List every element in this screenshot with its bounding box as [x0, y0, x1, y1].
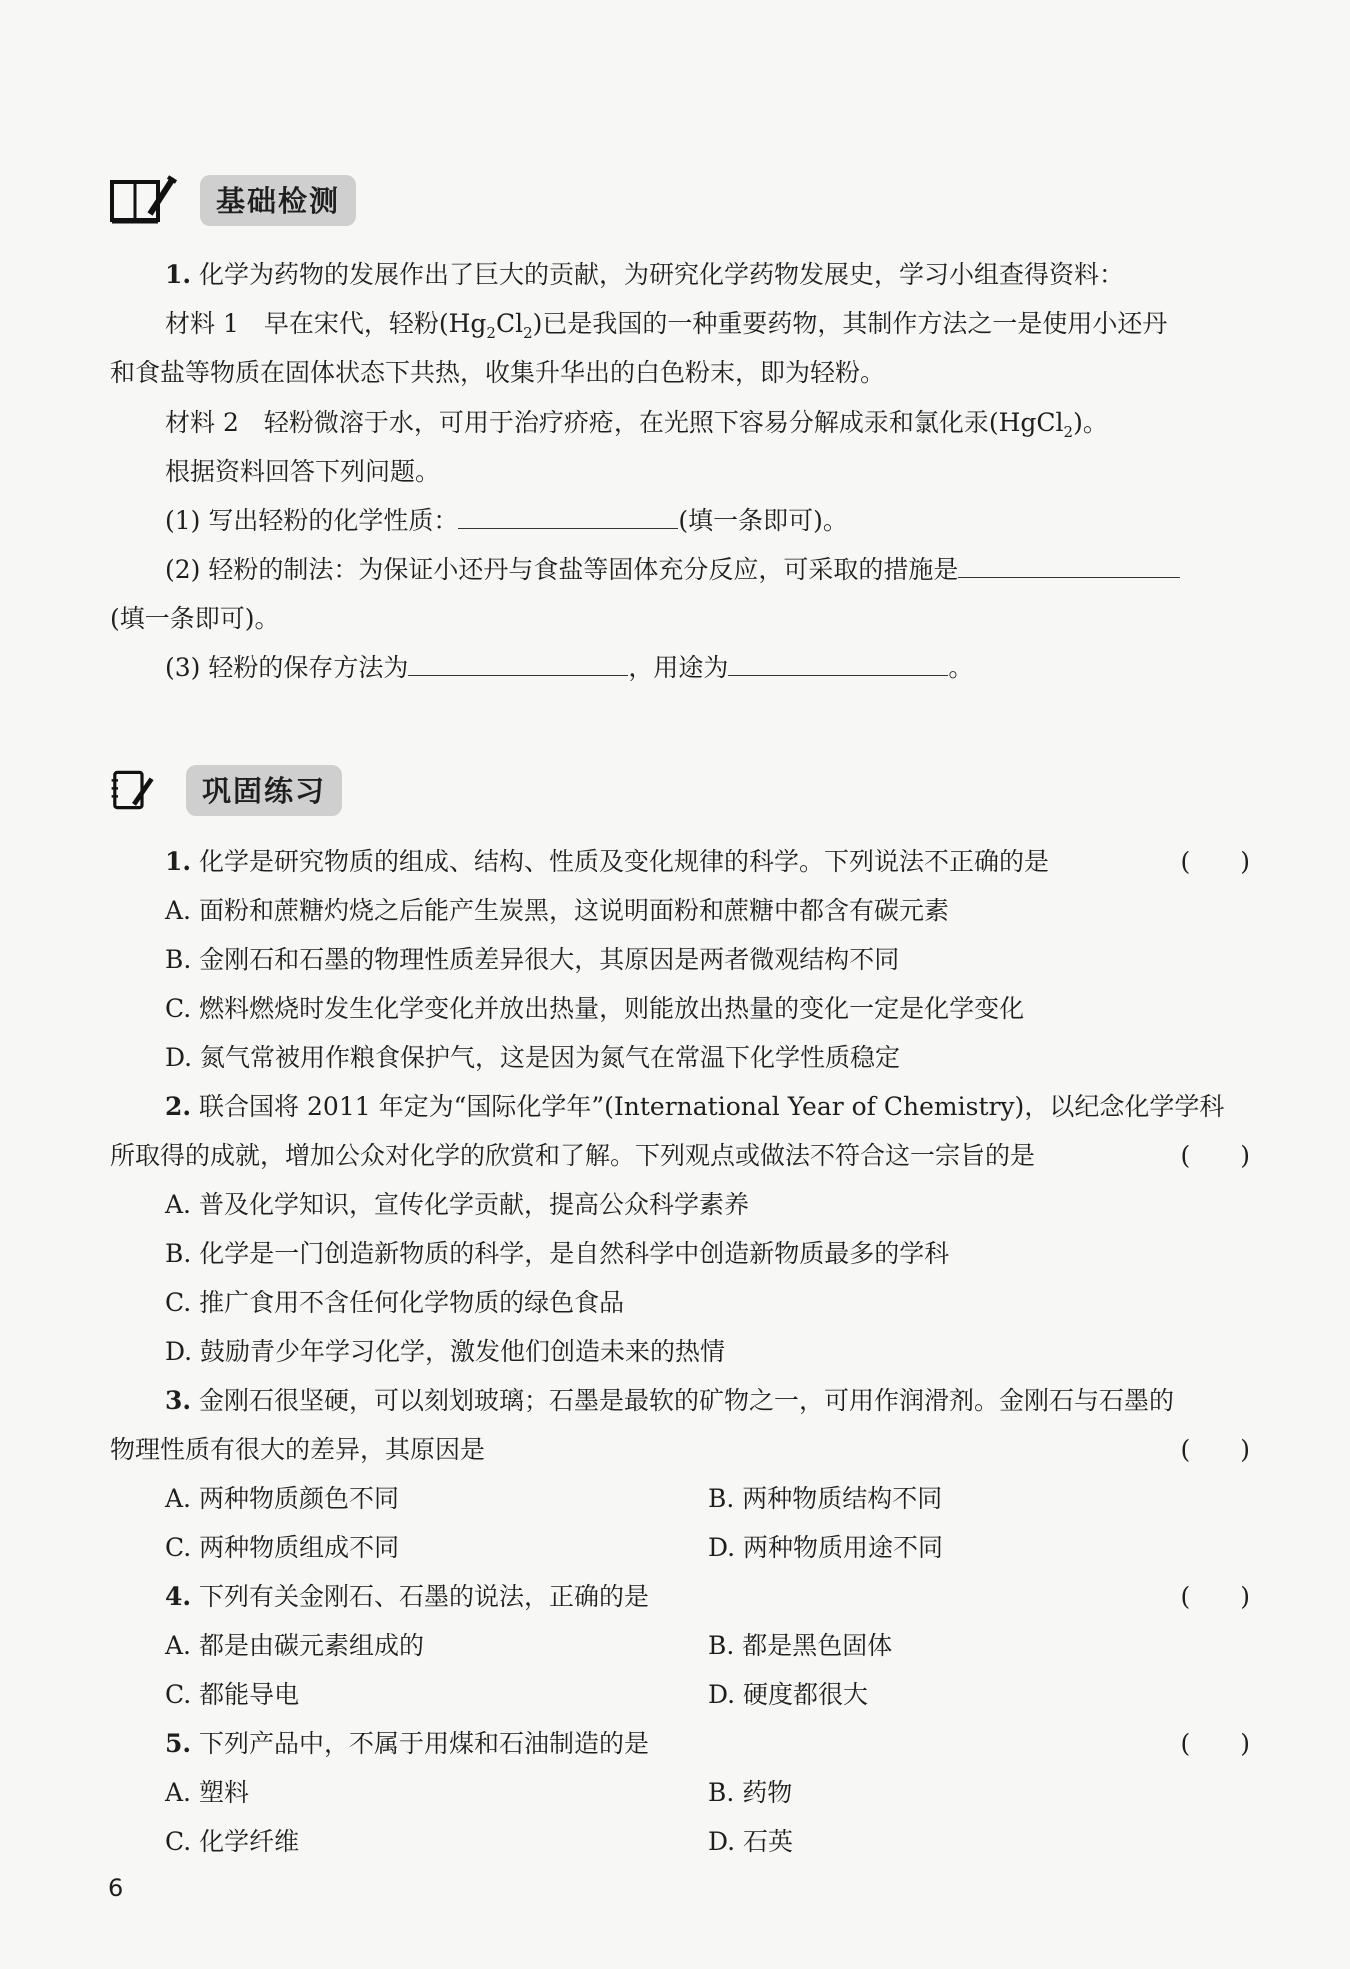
question-3-option-a[interactable]: A. 两种物质颜色不同: [165, 1484, 399, 1513]
material-1-line-2: 和食盐等物质在固体状态下共热，收集升华出的白色粉末，即为轻粉。: [110, 358, 886, 387]
section-title: 巩固练习: [186, 765, 342, 816]
question-stem: 1. 化学为药物的发展作出了巨大的贡献，为研究化学药物发展史，学习小组查得资料：: [165, 260, 1125, 289]
answer-paren[interactable]: ( ): [1180, 1582, 1250, 1611]
question-2-option-d[interactable]: D. 鼓励青少年学习化学，激发他们创造未来的热情: [165, 1337, 726, 1366]
question-2-option-a[interactable]: A. 普及化学知识，宣传化学贡献，提高公众科学素养: [165, 1190, 749, 1219]
question-4-option-a[interactable]: A. 都是由碳元素组成的: [165, 1631, 424, 1660]
instruction: 根据资料回答下列问题。: [165, 457, 441, 486]
material-1-line-1: 材料 1 早在宋代，轻粉$(Hg_2Cl_2)$已是我国的一种重要药物，其制作方法之一是使用小还丹: [165, 309, 1168, 342]
section-header-basic-test: [110, 174, 356, 226]
question-5-option-c[interactable]: C. 化学纤维: [165, 1827, 300, 1856]
question-3-option-b[interactable]: B. 两种物质结构不同: [708, 1484, 943, 1513]
notebook-pen-icon: [110, 764, 166, 816]
question-5-option-b[interactable]: B. 药物: [708, 1778, 793, 1807]
answer-paren[interactable]: ( ): [1180, 1435, 1250, 1464]
material-2: 材料 2 轻粉微溶于水，可用于治疗疥疮，在光照下容易分解成汞和氯化汞(HgCl$_2$)。: [165, 408, 1108, 441]
question-2-option-b[interactable]: B. 化学是一门创造新物质的科学，是自然科学中创造新物质最多的学科: [165, 1239, 950, 1268]
answer-blank[interactable]: [458, 504, 678, 529]
question-4-option-d[interactable]: D. 硬度都很大: [708, 1680, 869, 1709]
sub-question-2-cont: (填一条即可)。: [110, 604, 280, 633]
question-1-option-b[interactable]: B. 金刚石和石墨的物理性质差异很大，其原因是两者微观结构不同: [165, 945, 900, 974]
section-header-practice: [110, 764, 342, 816]
question-3-option-d[interactable]: D. 两种物质用途不同: [708, 1533, 944, 1562]
question-5-stem: 5. 下列产品中，不属于用煤和石油制造的是: [165, 1729, 650, 1758]
sub-question-3: (3) 轻粉的保存方法为 ，用途为 。: [165, 653, 974, 682]
answer-blank[interactable]: [408, 651, 628, 676]
question-3-stem-1: 3. 金刚石很坚硬，可以刻划玻璃；石墨是最软的矿物之一，可用作润滑剂。金刚石与石墨的: [165, 1386, 1175, 1415]
answer-paren[interactable]: ( ): [1180, 1141, 1250, 1170]
sub-question-2: (2) 轻粉的制法：为保证小还丹与食盐等固体充分反应，可采取的措施是: [165, 553, 1180, 587]
question-4-stem: 4. 下列有关金刚石、石墨的说法，正确的是: [165, 1582, 650, 1611]
question-4-option-c[interactable]: C. 都能导电: [165, 1680, 300, 1709]
question-1-option-a[interactable]: A. 面粉和蔗糖灼烧之后能产生炭黑，这说明面粉和蔗糖中都含有碳元素: [165, 896, 949, 925]
question-1-option-d[interactable]: D. 氮气常被用作粮食保护气，这是因为氮气在常温下化学性质稳定: [165, 1043, 901, 1072]
question-2-option-c[interactable]: C. 推广食用不含任何化学物质的绿色食品: [165, 1288, 625, 1317]
question-1-option-c[interactable]: C. 燃料燃烧时发生化学变化并放出热量，则能放出热量的变化一定是化学变化: [165, 994, 1025, 1023]
sub-question-1: (1) 写出轻粉的化学性质： (填一条即可)。: [165, 506, 848, 535]
book-pencil-icon: [110, 174, 180, 226]
section-title: 基础检测: [200, 175, 356, 226]
question-4-option-b[interactable]: B. 都是黑色固体: [708, 1631, 893, 1660]
answer-paren[interactable]: ( ): [1180, 847, 1250, 876]
page-number: 6: [108, 1874, 124, 1902]
answer-blank[interactable]: [728, 651, 948, 676]
question-5-option-d[interactable]: D. 石英: [708, 1827, 794, 1856]
question-2-stem-1: 2. 联合国将 2011 年定为“国际化学年”(International Year of Chemistry)，以纪念化学学科: [165, 1092, 1225, 1121]
answer-paren[interactable]: ( ): [1180, 1729, 1250, 1758]
question-2-stem-2: 所取得的成就，增加公众对化学的欣赏和了解。下列观点或做法不符合这一宗旨的是: [110, 1141, 1036, 1170]
question-3-stem-2: 物理性质有很大的差异，其原因是: [110, 1435, 486, 1464]
question-5-option-a[interactable]: A. 塑料: [165, 1778, 249, 1807]
answer-blank[interactable]: [958, 553, 1180, 578]
question-1-stem: 1. 化学是研究物质的组成、结构、性质及变化规律的科学。下列说法不正确的是: [165, 847, 1050, 876]
question-3-option-c[interactable]: C. 两种物质组成不同: [165, 1533, 400, 1562]
